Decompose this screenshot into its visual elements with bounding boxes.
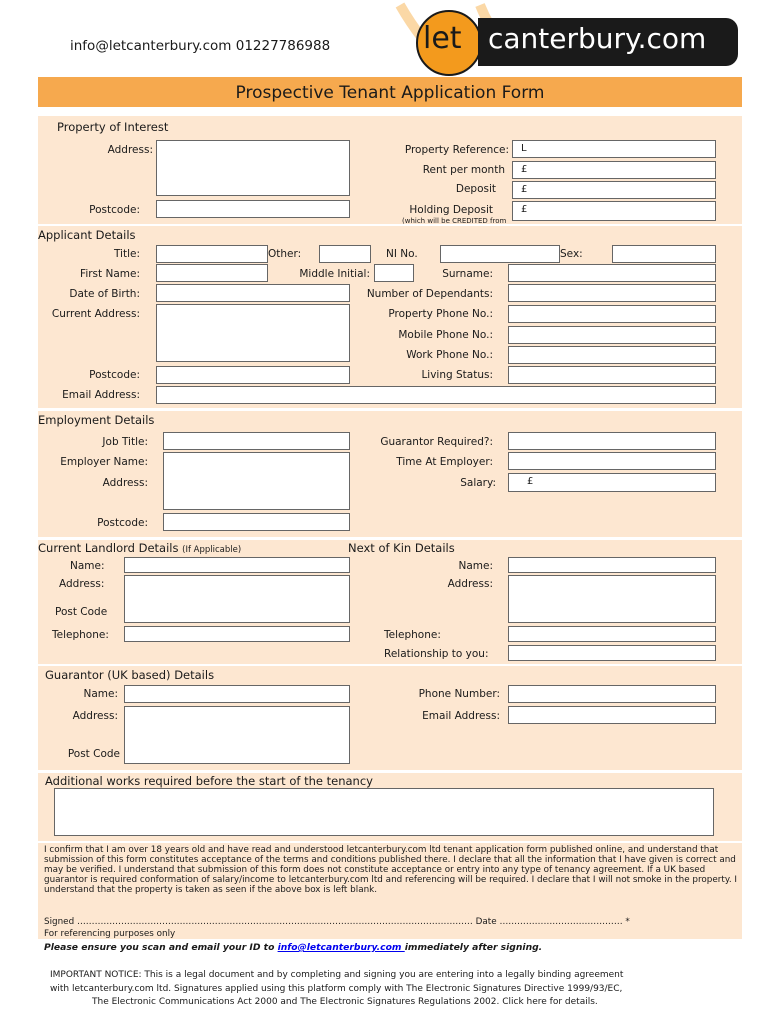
sex-label: Sex: — [560, 248, 583, 260]
landlord-name-field[interactable] — [124, 557, 350, 573]
surname-field[interactable] — [508, 264, 716, 282]
employer-name-label: Employer Name: — [60, 456, 148, 468]
first-name-label: First Name: — [80, 268, 140, 280]
ni-field[interactable] — [440, 245, 560, 263]
property-address-label: Address: — [107, 144, 153, 156]
property-phone-field[interactable] — [508, 305, 716, 323]
landlord-postcode-label: Post Code — [55, 606, 108, 618]
current-address-field[interactable] — [156, 304, 350, 362]
salary-field[interactable]: £ — [508, 473, 716, 492]
scan-prefix: Please ensure you scan and email your ID to — [44, 942, 278, 953]
first-name-field[interactable] — [156, 264, 268, 282]
guarantor-name-label: Name: — [83, 688, 118, 700]
dob-field[interactable] — [156, 284, 350, 302]
employer-address-label: Address: — [102, 477, 148, 489]
notice-line-1: IMPORTANT NOTICE: This is a legal document and by completing and signing you are entering into a legally binding agreement — [50, 970, 624, 980]
company-logo — [416, 10, 740, 78]
guarantor-required-field[interactable] — [508, 432, 716, 450]
employment-heading: Employment Details — [38, 413, 155, 427]
scan-instruction — [44, 941, 542, 954]
guarantor-email-label: Email Address: — [422, 710, 500, 722]
kin-relationship-field[interactable] — [508, 645, 716, 661]
landlord-heading — [38, 541, 241, 555]
notice-line-3[interactable]: The Electronic Communications Act 2000 and The Electronic Signatures Regulations 2002. Click here for details. — [92, 997, 598, 1007]
dependants-label: Number of Dependants: — [366, 288, 493, 300]
referencing-note: For referencing purposes only — [44, 929, 176, 939]
applicant-heading: Applicant Details — [38, 228, 136, 242]
additional-heading: Additional works required before the start of the tenancy — [45, 774, 373, 788]
landlord-address-label: Address: — [59, 578, 105, 590]
property-phone-label: Property Phone No.: — [388, 308, 493, 320]
landlord-heading-text: Current Landlord Details — [38, 541, 179, 555]
job-title-field[interactable] — [163, 432, 350, 450]
kin-address-field[interactable] — [508, 575, 716, 623]
landlord-name-label: Name: — [70, 560, 105, 572]
mobile-phone-field[interactable] — [508, 326, 716, 344]
middle-initial-field[interactable] — [374, 264, 414, 282]
current-address-label: Current Address: — [51, 308, 140, 320]
logo-domain-text: canterbury.com — [488, 22, 707, 55]
ni-label: NI No. — [386, 248, 418, 260]
mobile-phone-label: Mobile Phone No.: — [398, 329, 493, 341]
email-label: Email Address: — [62, 389, 140, 401]
living-status-field[interactable] — [508, 366, 716, 384]
scan-email-link[interactable]: info@letcanterbury.com — [277, 942, 405, 953]
page-title: Prospective Tenant Application Form — [235, 83, 545, 103]
guarantor-name-field[interactable] — [124, 685, 350, 703]
landlord-heading-note: (If Applicable) — [182, 545, 242, 555]
scan-suffix: immediately after signing. — [404, 942, 543, 953]
other-label: Other: — [268, 248, 302, 260]
time-at-employer-field[interactable] — [508, 452, 716, 470]
email-field[interactable] — [156, 386, 716, 404]
job-title-label: Job Title: — [102, 436, 148, 448]
other-field[interactable] — [319, 245, 371, 263]
employer-postcode-label: Postcode: — [97, 517, 148, 529]
work-phone-label: Work Phone No.: — [406, 349, 493, 361]
rent-label: Rent per month — [422, 164, 505, 176]
kin-telephone-field[interactable] — [508, 626, 716, 642]
holding-deposit-label: Holding Deposit — [409, 204, 493, 216]
work-phone-field[interactable] — [508, 346, 716, 364]
property-postcode-label: Postcode: — [89, 204, 140, 216]
notice-line-2: with letcanterbury.com ltd. Signatures applied using this platform comply with The Electronic Signatures Directive 1999/93/EC, — [50, 984, 623, 994]
additional-works-field[interactable] — [54, 788, 714, 836]
holding-note-1: (which will be CREDITED from — [402, 217, 507, 225]
signed-line[interactable]: Signed ……………………………………………………………………………………………………………………… Date …………………………………… * — [44, 917, 630, 927]
guarantor-address-label: Address: — [72, 710, 118, 722]
property-heading: Property of Interest — [57, 120, 169, 134]
kin-address-label: Address: — [447, 578, 493, 590]
middle-initial-label: Middle Initial: — [299, 268, 370, 280]
landlord-address-field[interactable] — [124, 575, 350, 623]
kin-name-field[interactable] — [508, 557, 716, 573]
applicant-postcode-label: Postcode: — [89, 369, 140, 381]
title-field[interactable] — [156, 245, 268, 263]
deposit-label: Deposit — [455, 183, 496, 195]
dob-label: Date of Birth: — [69, 288, 140, 300]
time-at-employer-label: Time At Employer: — [396, 456, 493, 468]
property-ref-field[interactable]: L — [512, 140, 716, 158]
salary-label: Salary: — [460, 477, 496, 489]
contact-info: info@letcanterbury.com 01227786988 — [70, 38, 331, 54]
guarantor-phone-label: Phone Number: — [418, 688, 500, 700]
declaration-text: I confirm that I am over 18 years old and have read and understood letcanterbury.com ltd tenant application form published online, and understand that submission of this form constitutes acceptance of the terms and conditions published there. I declare that all the information that I have given is correct and may be verified. I understand that submission of this form does not constitute acceptance or entry into any type of tenancy agreement. If a UK based guarantor is required conformation of salary/income to letcanterbury.com ltd and referencing will be required. I declare that I will not smoke in the property. I understand that the property is taken as seen if the above box is left blank. — [44, 845, 738, 895]
guarantor-address-field[interactable] — [124, 706, 350, 764]
landlord-telephone-label: Telephone: — [52, 629, 109, 641]
holding-deposit-field[interactable]: £ — [512, 201, 716, 221]
employer-address-field[interactable] — [163, 452, 350, 510]
property-address-field[interactable] — [156, 140, 350, 196]
property-postcode-field[interactable] — [156, 200, 350, 218]
guarantor-phone-field[interactable] — [508, 685, 716, 703]
landlord-telephone-field[interactable] — [124, 626, 350, 642]
guarantor-heading: Guarantor (UK based) Details — [45, 668, 215, 682]
logo-let-text: let — [423, 21, 462, 56]
applicant-postcode-field[interactable] — [156, 366, 350, 384]
property-ref-label: Property Reference: — [404, 144, 509, 156]
deposit-field[interactable]: £ — [512, 181, 716, 199]
surname-label: Surname: — [442, 268, 493, 280]
kin-relationship-label: Relationship to you: — [384, 648, 489, 660]
guarantor-required-label: Guarantor Required?: — [380, 436, 493, 448]
dependants-field[interactable] — [508, 284, 716, 302]
title-label: Title: — [113, 248, 140, 260]
kin-name-label: Name: — [458, 560, 493, 572]
rent-field[interactable]: £ — [512, 161, 716, 179]
living-status-label: Living Status: — [421, 369, 493, 381]
employer-postcode-field[interactable] — [163, 513, 350, 531]
kin-heading: Next of Kin Details — [348, 541, 455, 555]
guarantor-email-field[interactable] — [508, 706, 716, 724]
sex-field[interactable] — [612, 245, 716, 263]
kin-telephone-label: Telephone: — [384, 629, 441, 641]
guarantor-postcode-label: Post Code — [67, 748, 120, 760]
